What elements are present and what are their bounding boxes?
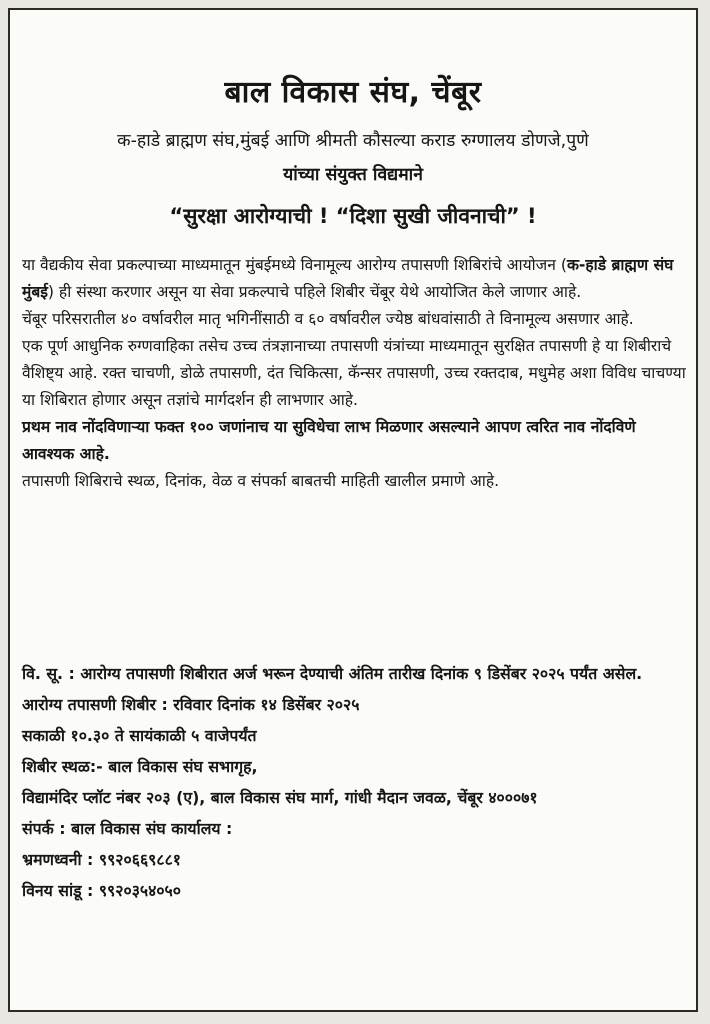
paragraph-registration: प्रथम नाव नोंदविणाऱ्या फक्त १०० जणांनाच या सुविधेचा लाभ मिळणार असल्याने आपण त्वरित नाव नोंदविणे आवश्यक आहे. bbox=[22, 418, 636, 463]
intro-text-start: या वैद्यकीय सेवा प्रकल्पाच्या माध्यमातून मुंबईमध्ये विनामूल्य आरोग्य तपासणी शिबिरांचे आयोजन ( bbox=[22, 256, 567, 274]
event-details bbox=[22, 658, 690, 906]
paragraph-eligibility: चेंबूर परिसरातील ४० वर्षावरील मातृ भगिनींसाठी व ६० वर्षावरील ज्येष्ठ बांधवांसाठी ते विनामूल्य असणार आहे. bbox=[22, 310, 634, 328]
joint-initiative-line: यांच्या संयुक्त विद्यमाने bbox=[283, 165, 423, 185]
venue-address: विद्यामंदिर प्लॉट नंबर २०३ (ए), बाल विकास संघ मार्ग, गांधी मैदान जवळ, चेंबूर ४०००७१ bbox=[22, 788, 538, 807]
paragraph-info-intro: तपासणी शिबिराचे स्थळ, दिनांक, वेळ व संपर्का बाबतची माहिती खालील प्रमाणे आहे. bbox=[22, 472, 500, 490]
phone-primary: भ्रमणध्वनी : ९९२०६६९८८१ bbox=[22, 850, 182, 869]
camp-date: आरोग्य तपासणी शिबीर : रविवार दिनांक १४ डिसेंबर २०२५ bbox=[22, 695, 360, 714]
camp-time: सकाळी १०.३० ते सायंकाळी ५ वाजेपर्यंत bbox=[22, 726, 257, 745]
notice-sheet bbox=[8, 8, 698, 1012]
slogan: “सुरक्षा आरोग्याची ! “दिशा सुखी जीवनाची” ! bbox=[169, 204, 537, 228]
organizer-name: क-हाडे ब्राह्मण संघ मुंबई bbox=[22, 256, 674, 301]
paragraph-features: एक पूर्ण आधुनिक रुग्णवाहिका तसेच उच्च तंत्रज्ञानाच्या तपासणी यंत्रांच्या माध्यमातून सुरक्षित तपासणी हे या शिबीराचे वैशिष्ट्य आहे. रक्त चाचणी, डोळे तपासणी, दंत चिकित्सा, कॅन्सर तपासणी, उच्च रक्तदाब, मधुमेह अशा विविध चाचण्या या शिबिरात होणार असून तज्ञांचे मार्गदर्शन ही लाभणार आहे. bbox=[22, 337, 686, 409]
intro-text-end: ) ही संस्था करणार असून या सेवा प्रकल्पाचे पहिले शिबीर चेंबूर येथे आयोजित केले जाणार आहे. bbox=[47, 283, 582, 301]
deadline-note: वि. सू. : आरोग्य तपासणी शिबीरात अर्ज भरून देण्याची अंतिम तारीख दिनांक ९ डिसेंबर २०२५ पर्यंत असेल. bbox=[22, 664, 643, 683]
organizers-line: क-हाडे ब्राह्मण संघ,मुंबई आणि श्रीमती कौसल्या कराड रुग्णालय डोणजे,पुणे bbox=[117, 131, 589, 151]
notice-body bbox=[22, 252, 690, 495]
paragraph-intro bbox=[22, 252, 690, 306]
venue-label: शिबीर स्थळ:- बाल विकास संघ सभागृह, bbox=[22, 757, 258, 776]
page-title: बाल विकास संघ, चेंबूर bbox=[224, 75, 482, 110]
contact-label: संपर्क : बाल विकास संघ कार्यालय : bbox=[22, 819, 233, 838]
phone-secondary: विनय सांडू : ९९२०३५४०५० bbox=[22, 881, 181, 900]
